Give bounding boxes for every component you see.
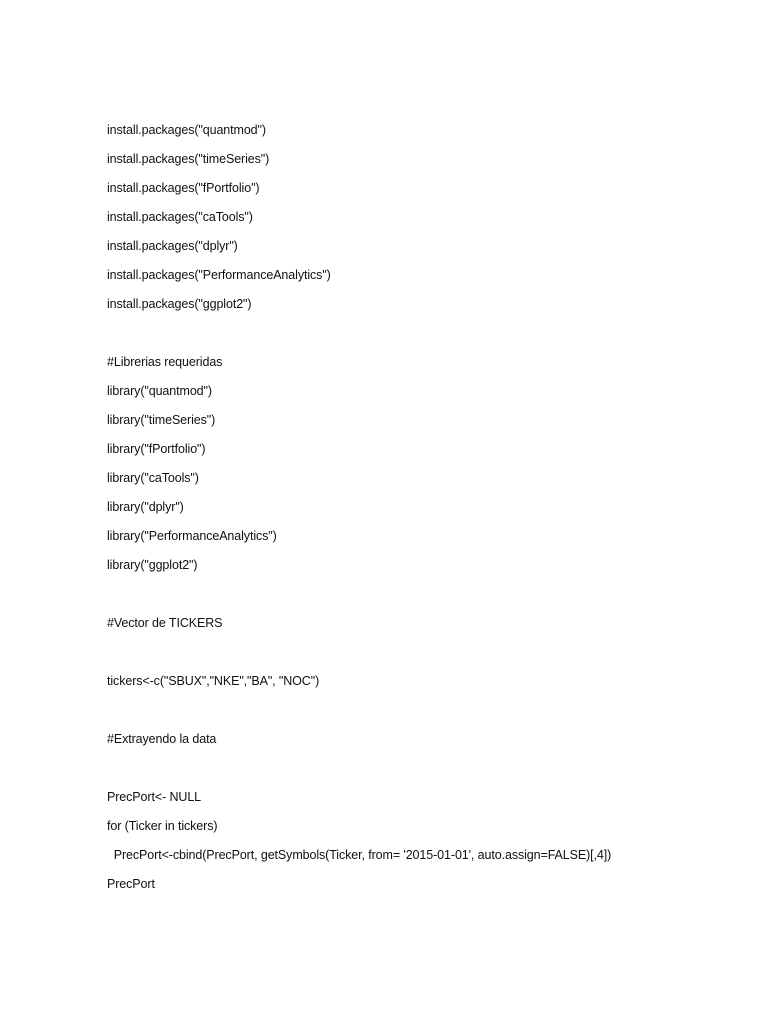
code-line-precport: PrecPort [107, 877, 155, 891]
code-line-library-dplyr: library("dplyr") [107, 500, 184, 514]
code-line-precport-null: PrecPort<- NULL [107, 790, 202, 804]
blank-line [107, 322, 747, 351]
code-line-install-fportfolio: install.packages("fPortfolio") [107, 181, 260, 195]
code-line-install-ggplot2: install.packages("ggplot2") [107, 297, 252, 311]
code-line-library-timeseries: library("timeSeries") [107, 413, 216, 427]
blank-line [107, 641, 747, 670]
comment-extrayendo-data: #Extrayendo la data [107, 732, 217, 746]
code-line-library-performanceanalytics: library("PerformanceAnalytics") [107, 529, 277, 543]
blank-line [107, 583, 747, 612]
code-line-install-performanceanalytics: install.packages("PerformanceAnalytics") [107, 268, 331, 282]
comment-librerias: #Librerias requeridas [107, 355, 223, 369]
code-line-library-fportfolio: library("fPortfolio") [107, 442, 206, 456]
blank-line [107, 757, 747, 786]
code-line-library-ggplot2: library("ggplot2") [107, 558, 198, 572]
code-line-cbind: PrecPort<-cbind(PrecPort, getSymbols(Ticker, from= '2015-01-01', auto.assign=FALSE)[,4]) [107, 848, 612, 862]
code-line-install-quantmod: install.packages("quantmod") [107, 123, 266, 137]
code-line-tickers: tickers<-c("SBUX","NKE","BA", "NOC") [107, 674, 320, 688]
code-line-for-loop: for (Ticker in tickers) [107, 819, 218, 833]
code-line-install-catools: install.packages("caTools") [107, 210, 253, 224]
code-block [107, 119, 747, 902]
code-line-library-quantmod: library("quantmod") [107, 384, 212, 398]
code-line-library-catools: library("caTools") [107, 471, 199, 485]
comment-vector-tickers: #Vector de TICKERS [107, 616, 223, 630]
blank-line [107, 699, 747, 728]
code-line-install-timeseries: install.packages("timeSeries") [107, 152, 270, 166]
code-line-install-dplyr: install.packages("dplyr") [107, 239, 238, 253]
